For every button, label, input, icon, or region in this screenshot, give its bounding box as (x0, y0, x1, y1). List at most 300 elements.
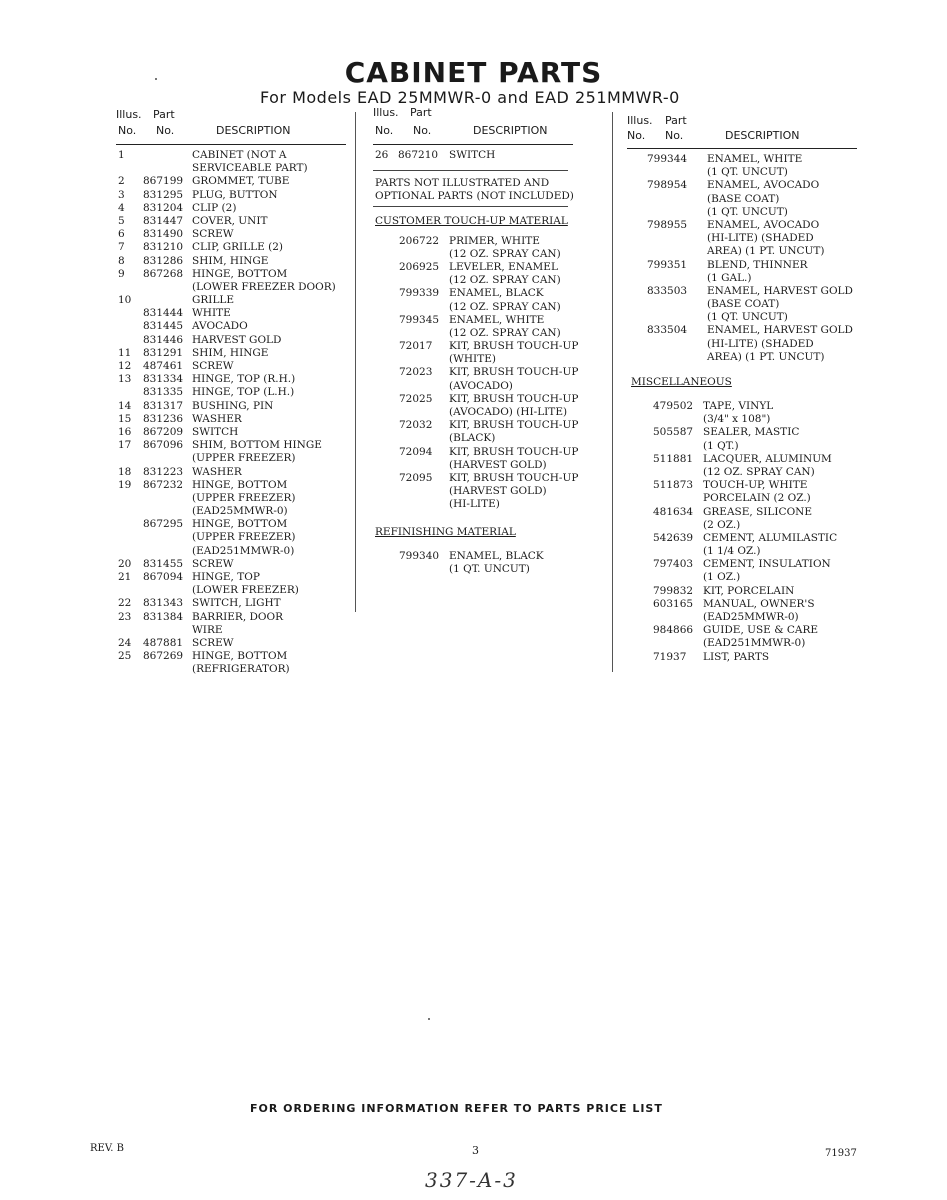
item-part-no: 479502 (653, 400, 694, 412)
list-item (373, 274, 573, 287)
item-illus-no: 16 (118, 425, 132, 438)
header-no-2: No. (665, 129, 684, 142)
list-item (627, 400, 859, 413)
list-item (627, 259, 859, 272)
item-description: WIRE (192, 623, 223, 636)
item-description: (2 OZ.) (703, 518, 741, 531)
item-part-no: 799340 (399, 549, 440, 562)
list-item (116, 149, 346, 162)
handwritten-note: 337-A-3 (425, 1168, 518, 1192)
list-item (627, 624, 859, 637)
parts-column-2 (373, 100, 579, 576)
list-item (627, 466, 859, 479)
item-part-no: 831295 (143, 188, 184, 201)
list-item (627, 532, 859, 545)
list-item (373, 314, 573, 327)
item-description: CABINET (NOT A (192, 149, 287, 161)
list-item (116, 558, 346, 571)
list-item (373, 380, 573, 393)
item-description: CLIP, GRILLE (2) (192, 241, 284, 254)
item-description: HARVEST GOLD (192, 333, 282, 346)
column-divider (355, 112, 356, 612)
header-part: Part (410, 106, 432, 119)
list-item (116, 650, 346, 663)
list-item (627, 232, 859, 245)
item-part-no: 831446 (143, 333, 184, 346)
list-item (373, 406, 573, 419)
list-item (116, 518, 346, 531)
item-part-no: 511881 (653, 452, 694, 465)
list-item (116, 466, 346, 479)
item-description: GROMMET, TUBE (192, 175, 290, 188)
item-part-no: 72095 (399, 471, 433, 484)
item-illus-no: 13 (118, 373, 132, 386)
list-item (627, 311, 859, 324)
list-item (116, 505, 346, 518)
item-description: HINGE, TOP (R.H.) (192, 373, 296, 386)
list-item (373, 498, 573, 511)
item-description: (1 1/4 OZ.) (703, 545, 761, 558)
item-illus-no: 5 (118, 214, 125, 227)
list-item (116, 307, 346, 320)
item-part-no: 867210 (398, 149, 439, 161)
list-item (373, 340, 579, 353)
item-part-no: 487461 (143, 360, 184, 372)
list-item (116, 334, 346, 347)
list-item (116, 360, 346, 373)
item-description: (3/4" x 108") (703, 413, 771, 426)
item-part-no: 831444 (143, 307, 184, 320)
list-item (116, 439, 346, 452)
list-item (627, 611, 859, 624)
list-item (373, 550, 573, 563)
list-item (627, 166, 859, 179)
item-illus-no: 17 (118, 439, 132, 452)
item-description: (HI-LITE) (SHADED (707, 337, 814, 350)
item-description: KIT, BRUSH TOUCH-UP (449, 419, 579, 432)
item-part-no: 833504 (647, 324, 688, 337)
item-description: SERVICEABLE PART) (192, 162, 308, 175)
list-item (373, 445, 579, 459)
item-description: CEMENT, ALUMILASTIC (703, 531, 838, 544)
item-description: (EAD251MMWR-0) (192, 544, 295, 557)
list-item (627, 193, 859, 206)
item-illus-no: 2 (118, 175, 125, 188)
page-title: CABINET PARTS (344, 56, 603, 89)
list-item (116, 452, 346, 465)
item-description: ENAMEL, BLACK (449, 287, 544, 300)
list-item (116, 386, 346, 399)
item-part-no: 867199 (143, 175, 184, 188)
item-part-no: 867232 (143, 478, 184, 491)
item-description: HINGE, TOP (192, 571, 260, 583)
item-description: (12 OZ. SPRAY CAN) (703, 465, 815, 478)
list-item (116, 320, 346, 333)
item-description: KIT, BRUSH TOUCH-UP (449, 471, 579, 484)
header-description: DESCRIPTION (216, 124, 291, 137)
item-description: (HARVEST GOLD) (449, 485, 547, 498)
item-part-no: 799832 (653, 584, 694, 597)
item-description: (HI-LITE) (SHADED (707, 232, 814, 245)
header-part: Part (665, 114, 687, 127)
item-illus-no: 10 (118, 294, 132, 307)
list-item (627, 351, 859, 364)
item-description: (LOWER FREEZER DOOR) (192, 280, 336, 293)
header-rule (116, 144, 346, 145)
list-item (116, 426, 346, 439)
item-description: (LOWER FREEZER) (192, 584, 299, 597)
list-item (627, 558, 859, 571)
item-part-no: 799344 (647, 153, 688, 165)
item-illus-no: 3 (118, 188, 125, 201)
item-illus-no: 14 (118, 399, 132, 412)
item-part-no: 542639 (653, 531, 694, 544)
list-item (373, 248, 573, 261)
item-part-no: 798955 (647, 218, 688, 231)
header-no-1: No. (627, 129, 646, 142)
list-item (627, 324, 859, 337)
column-divider (612, 112, 613, 672)
item-description: (EAD25MMWR-0) (192, 505, 288, 518)
item-description: ENAMEL, WHITE (449, 313, 545, 326)
item-description: SHIM, HINGE (192, 346, 269, 359)
item-description: LACQUER, ALUMINUM (703, 452, 832, 465)
item-description: KIT, PORCELAIN (703, 584, 795, 597)
page-subtitle: For Models EAD 25MMWR-0 and EAD 251MMWR-0 (260, 88, 680, 107)
list-item (627, 219, 859, 232)
refinishing-list (373, 550, 573, 576)
list-item (116, 241, 346, 254)
header-description: DESCRIPTION (473, 124, 548, 137)
item-part-no: 831490 (143, 228, 184, 241)
item-part-no: 481634 (653, 505, 694, 518)
list-item (116, 637, 346, 650)
item-description: ENAMEL, AVOCADO (707, 218, 820, 231)
item-illus-no: 22 (118, 597, 132, 610)
list-item (373, 432, 573, 445)
item-part-no: 831384 (143, 610, 184, 623)
list-item (116, 281, 346, 294)
item-part-no: 867096 (143, 439, 184, 452)
item-description: AREA) (1 PT. UNCUT) (707, 245, 825, 258)
note-line: OPTIONAL PARTS (NOT INCLUDED) (375, 190, 574, 203)
item-part-no: 867295 (143, 518, 184, 531)
list-item (116, 255, 346, 268)
item-description: (12 OZ. SPRAY CAN) (449, 326, 561, 339)
list-item (116, 373, 346, 386)
list-item (116, 215, 346, 228)
item-description: SHIM, BOTTOM HINGE (192, 439, 322, 452)
item-part-no: 831455 (143, 557, 184, 570)
item-description: GUIDE, USE & CARE (703, 624, 819, 637)
item-description: CLIP (2) (192, 201, 237, 214)
item-description: PLUG, BUTTON (192, 188, 278, 201)
item-part-no: 71937 (653, 650, 687, 663)
item-description: (1 GAL.) (707, 271, 752, 284)
list-item (116, 584, 346, 597)
item-part-no: 831445 (143, 320, 184, 333)
item-illus-no: 20 (118, 557, 132, 570)
item-part-no: 831317 (143, 399, 184, 412)
list-item (116, 545, 346, 558)
item-illus-no: 23 (118, 610, 132, 623)
item-description: (BASE COAT) (707, 192, 780, 205)
header-no-1: No. (118, 124, 137, 137)
item-illus-no: 19 (118, 478, 132, 491)
list-item (627, 598, 859, 611)
item-part-no: 72025 (399, 392, 433, 405)
list-item (116, 624, 346, 637)
list-item (373, 353, 573, 366)
page-number: 3 (472, 1144, 479, 1157)
list-item (373, 287, 573, 300)
list-item (373, 366, 579, 379)
item-description: (BASE COAT) (707, 298, 780, 311)
list-item (627, 426, 859, 439)
item-description: (EAD251MMWR-0) (703, 637, 806, 650)
list-item (373, 563, 573, 576)
item-description: ENAMEL, WHITE (707, 153, 803, 165)
list-item (627, 571, 859, 584)
item-part-no: 831291 (143, 346, 184, 359)
list-item (373, 392, 579, 406)
item-part-no: 206925 (399, 260, 440, 273)
list-item (627, 338, 859, 351)
item-part-no: 867269 (143, 650, 184, 663)
item-description: (WHITE) (449, 353, 496, 366)
item-description: KIT, BRUSH TOUCH-UP (449, 445, 579, 458)
item-description: (UPPER FREEZER) (192, 531, 296, 544)
item-illus-no: 25 (118, 650, 132, 663)
item-part-no: 206722 (399, 234, 440, 247)
item-description: SCREW (192, 360, 234, 372)
item-illus-no: 12 (118, 360, 132, 372)
list-item (373, 327, 573, 340)
list-item (373, 301, 573, 314)
item-description: (1 QT. UNCUT) (449, 562, 530, 575)
item-description: (BLACK) (449, 432, 496, 445)
item-description: KIT, BRUSH TOUCH-UP (449, 340, 579, 353)
item-description: WASHER (192, 412, 242, 425)
item-description: (12 OZ. SPRAY CAN) (449, 300, 561, 313)
item-description: SWITCH (192, 425, 239, 438)
list-item (373, 459, 573, 472)
item-description: KIT, BRUSH TOUCH-UP (449, 392, 579, 405)
item-description: KIT, BRUSH TOUCH-UP (449, 366, 579, 379)
item-part-no: 798954 (647, 179, 688, 192)
list-item (373, 419, 579, 432)
list-item (627, 206, 859, 219)
header-part: Part (153, 108, 175, 121)
refinishing-list-cont (627, 153, 859, 364)
list-item (373, 149, 573, 162)
item-description: SEALER, MASTIC (703, 426, 800, 439)
item-part-no: 797403 (653, 558, 694, 571)
item-description: SWITCH (449, 149, 496, 161)
list-item (116, 611, 346, 624)
revision-label: REV. B (90, 1143, 125, 1154)
list-item (116, 175, 346, 188)
item-description: WHITE (192, 307, 231, 320)
list-item (373, 235, 573, 248)
item-description: (12 OZ. SPRAY CAN) (449, 247, 561, 260)
item-description: SHIM, HINGE (192, 254, 269, 267)
list-item (116, 202, 346, 215)
item-description: (1 QT. UNCUT) (707, 205, 788, 218)
item-description: (1 QT.) (703, 439, 739, 452)
item-part-no: 72032 (399, 419, 433, 432)
speck (428, 1018, 430, 1020)
item-description: (HI-LITE) (449, 498, 500, 511)
section-heading-touch-up: CUSTOMER TOUCH-UP MATERIAL (375, 214, 568, 227)
item-description: HINGE, TOP (L.H.) (192, 386, 295, 399)
header-rule (373, 144, 573, 145)
item-description: MANUAL, OWNER'S (703, 597, 815, 610)
list-item (373, 485, 573, 498)
list-item (116, 294, 346, 307)
item-description: BUSHING, PIN (192, 399, 274, 412)
item-description: HINGE, BOTTOM (192, 650, 288, 663)
item-part-no: 831447 (143, 214, 184, 227)
item-description: (UPPER FREEZER) (192, 452, 296, 465)
list-item (116, 400, 346, 413)
list-item (116, 479, 346, 492)
item-description: (REFRIGERATOR) (192, 663, 290, 676)
item-illus-no: 21 (118, 571, 132, 583)
section-heading-refinishing: REFINISHING MATERIAL (375, 525, 516, 538)
section-heading-misc: MISCELLANEOUS (631, 376, 732, 388)
item-description: HINGE, BOTTOM (192, 478, 288, 491)
list-item (116, 228, 346, 241)
item-illus-no: 8 (118, 254, 125, 267)
item-illus-no: 4 (118, 201, 125, 214)
item-part-no: 603165 (653, 597, 694, 610)
ordering-note: FOR ORDERING INFORMATION REFER TO PARTS PRICE LIST (250, 1102, 663, 1115)
list-item (627, 153, 859, 166)
column-header (116, 100, 346, 144)
item-part-no: 831334 (143, 373, 184, 386)
list-item (627, 440, 859, 453)
header-illus: Illus. (627, 114, 653, 127)
list-item (116, 189, 346, 202)
item-illus-no: 1 (118, 149, 125, 161)
item-part-no: 984866 (653, 624, 694, 637)
item-part-no: 511873 (653, 479, 694, 492)
item-part-no: 72017 (399, 340, 433, 353)
item-part-no: 505587 (653, 426, 694, 439)
item-part-no: 831286 (143, 254, 184, 267)
header-no-2: No. (156, 124, 175, 137)
item-description: ENAMEL, HARVEST GOLD (707, 324, 853, 337)
list-item (627, 585, 859, 598)
item-part-no: 831210 (143, 241, 184, 254)
section-rule (373, 170, 568, 171)
list-item (116, 347, 346, 360)
item-description: CEMENT, INSULATION (703, 558, 831, 571)
list-item (627, 413, 859, 426)
item-description: (HARVEST GOLD) (449, 458, 547, 471)
item-description: HINGE, BOTTOM (192, 518, 288, 531)
misc-list (627, 400, 859, 664)
item-illus-no: 24 (118, 636, 132, 649)
column-header (373, 100, 573, 144)
item-part-no: 72023 (399, 366, 433, 379)
list-item (116, 492, 346, 505)
item-description: ENAMEL, BLACK (449, 549, 544, 562)
item-illus-no: 15 (118, 412, 132, 425)
list-item (627, 245, 859, 258)
parts-list (116, 149, 346, 677)
item-description: TAPE, VINYL (703, 400, 774, 412)
header-no-1: No. (375, 124, 394, 137)
item-description: (1 QT. UNCUT) (707, 311, 788, 324)
item-part-no: 831236 (143, 412, 184, 425)
item-illus-no: 11 (118, 346, 132, 359)
item-description: (UPPER FREEZER) (192, 491, 296, 504)
list-item (627, 298, 859, 311)
list-item (116, 162, 346, 175)
item-illus-no: 9 (118, 267, 125, 280)
item-illus-no: 7 (118, 241, 125, 254)
list-item (116, 268, 346, 281)
list-item (116, 531, 346, 544)
item-part-no: 72094 (399, 445, 433, 458)
item-part-no: 487881 (143, 636, 184, 649)
item-description: GREASE, SILICONE (703, 505, 813, 518)
list-item (627, 272, 859, 285)
list-item (116, 663, 346, 676)
touch-up-list (373, 234, 579, 512)
item-description: WASHER (192, 465, 242, 478)
item-description: LIST, PARTS (703, 650, 770, 663)
item-description: (AVOCADO) (449, 379, 513, 392)
header-no-2: No. (413, 124, 432, 137)
header-rule (627, 148, 857, 149)
item-part-no: 831335 (143, 386, 184, 399)
item-description: PRIMER, WHITE (449, 234, 540, 247)
section-rule (373, 206, 568, 207)
parts-column-3 (627, 100, 859, 664)
item-description: ENAMEL, AVOCADO (707, 179, 820, 192)
column-header (627, 100, 859, 148)
item-part-no: 799351 (647, 258, 688, 271)
item-description: AREA) (1 PT. UNCUT) (707, 350, 825, 363)
item-description: SCREW (192, 557, 234, 570)
header-illus: Illus. (373, 106, 399, 119)
list-item (627, 453, 859, 466)
item-description: COVER, UNIT (192, 214, 268, 227)
item-description: BARRIER, DOOR (192, 610, 284, 623)
item-description: LEVELER, ENAMEL (449, 260, 558, 273)
item-description: SCREW (192, 228, 234, 241)
item-illus-no: 26 (375, 149, 389, 161)
item-description: (EAD25MMWR-0) (703, 611, 799, 623)
item-illus-no: 6 (118, 228, 125, 241)
item-description: ENAMEL, HARVEST GOLD (707, 284, 853, 297)
item-part-no: 833503 (647, 284, 688, 297)
note-line: PARTS NOT ILLUSTRATED AND (375, 177, 550, 190)
list-item (116, 571, 346, 584)
item-description: GRILLE (192, 294, 235, 307)
item-description: SCREW (192, 636, 234, 649)
item-part-no: 867209 (143, 425, 184, 438)
header-description: DESCRIPTION (725, 129, 800, 142)
speck (155, 78, 157, 80)
item-part-no: 799345 (399, 313, 440, 326)
parts-column-1 (116, 100, 346, 677)
list-item (627, 179, 859, 192)
item-description: AVOCADO (192, 320, 248, 333)
